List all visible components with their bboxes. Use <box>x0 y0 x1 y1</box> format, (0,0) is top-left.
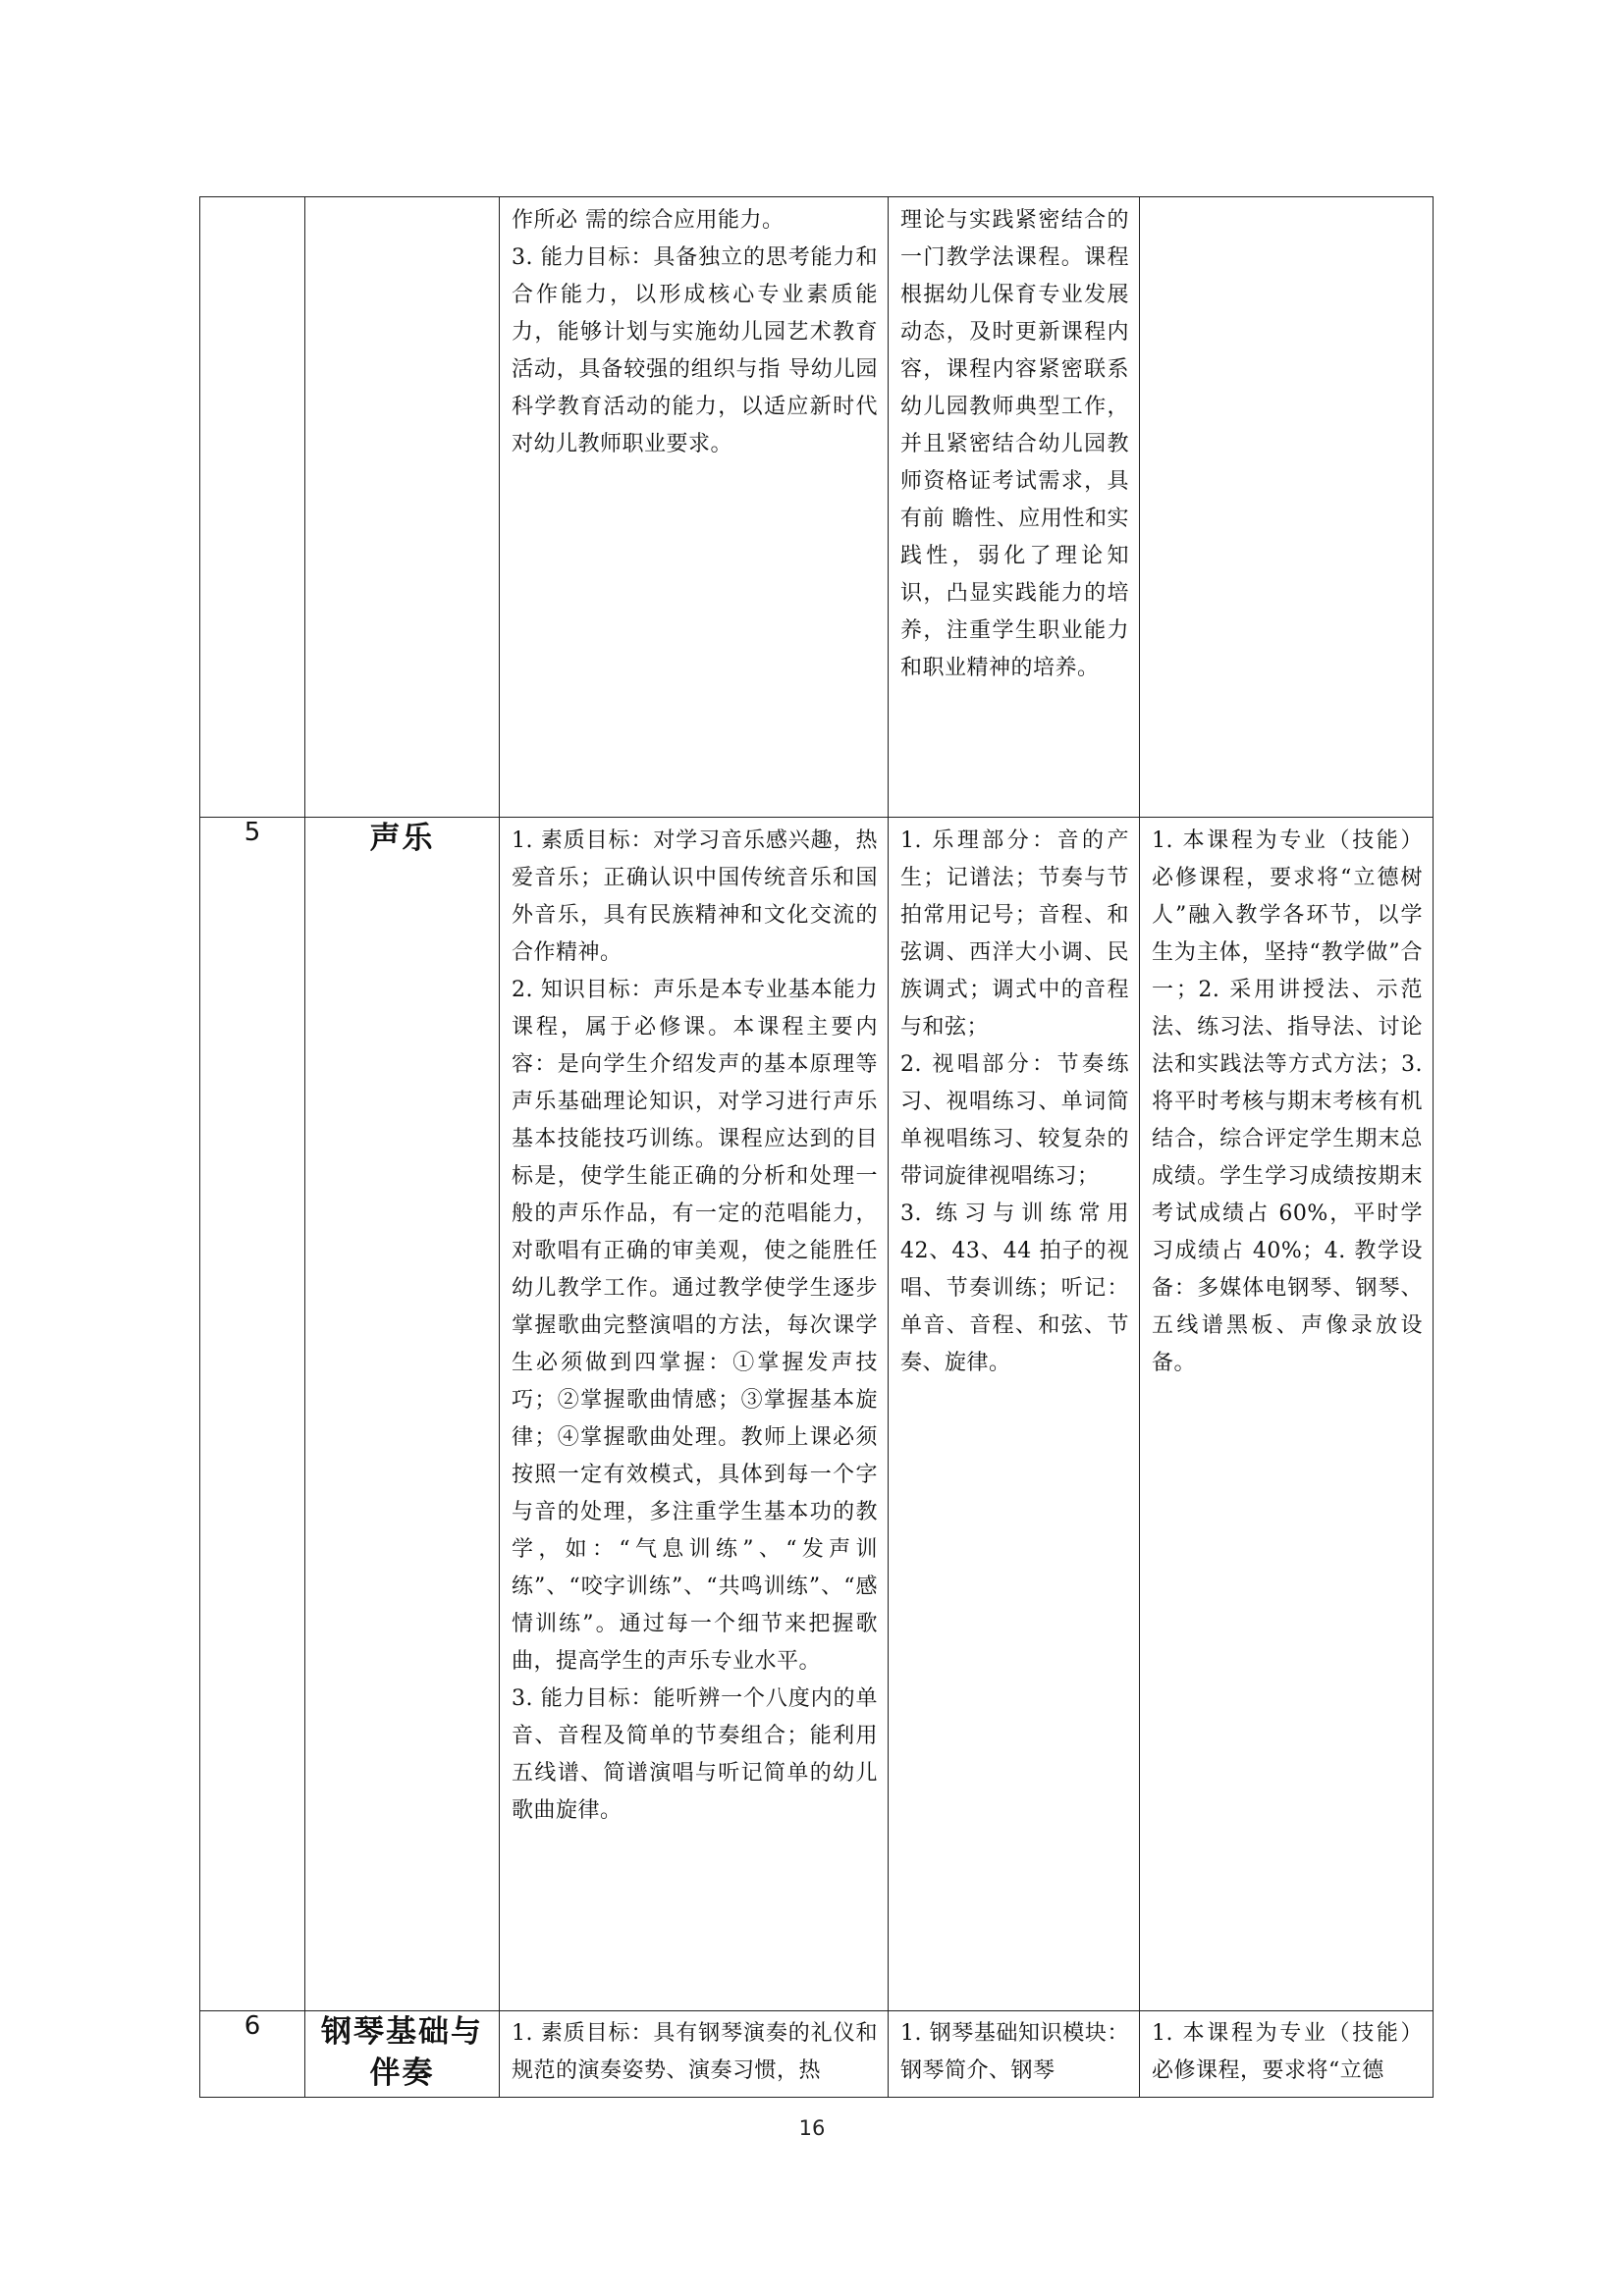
course-number-cell <box>200 197 305 818</box>
course-name-cell: 钢琴基础与伴奏 <box>305 2011 500 2098</box>
course-number-cell: 6 <box>200 2011 305 2098</box>
course-name-cell <box>305 197 500 818</box>
content-paragraph: 1. 乐理部分：音的产生；记谱法；节奏与节拍常用记号；音程、和弦调、西洋大小调、民族调式；调式中的音程与和弦； <box>900 828 1129 1040</box>
course-goals-cell <box>500 818 889 2011</box>
course-goals-cell <box>500 197 889 818</box>
page-number: 16 <box>798 2116 826 2140</box>
goal-paragraph: 2. 知识目标：声乐是本专业基本能力课程，属于必修课。本课程主要内容：是向学生介绍发声的基本原理等声乐基础理论知识，对学习进行声乐基本技能技巧训练。课程应达到的目标是，使学生能正确的分析和处理一般的声乐作品，有一定的范唱能力，对歌唱有正确的审美观，使之能胜任幼儿教学工作。通过教学使学生逐步掌握歌曲完整演唱的方法，每次课学生必须做到四掌握：①掌握发声技巧；②掌握歌曲情感；③掌握基本旋律；④掌握歌曲处理。教师上课必须按照一定有效模式，具体到每一个字与音的处理，多注重学生基本功的教学，如：“气息训练”、“发声训练”、“咬字训练”、“共鸣训练”、“感情训练”。通过每一个细节来把握歌曲，提高学生的声乐专业水平。 <box>512 978 878 1674</box>
course-number-cell: 5 <box>200 818 305 2011</box>
table-row <box>200 197 1434 818</box>
content-paragraph: 1. 钢琴基础知识模块：钢琴简介、钢琴 <box>900 2021 1129 2083</box>
content-paragraph: 2. 视唱部分：节奏练习、视唱练习、单词简单视唱练习、较复杂的带词旋律视唱练习； <box>900 1052 1129 1189</box>
course-content-cell <box>889 818 1140 2011</box>
goal-paragraph: 3. 能力目标：能听辨一个八度内的单音、音程及简单的节奏组合；能利用五线谱、简谱演唱与听记简单的幼儿歌曲旋律。 <box>512 1686 878 1823</box>
course-requirements-cell <box>1140 818 1434 2011</box>
goal-paragraph: 作所必 需的综合应用能力。 <box>512 208 785 233</box>
course-content-cell <box>889 197 1140 818</box>
goal-paragraph: 1. 素质目标：具有钢琴演奏的礼仪和规范的演奏姿势、演奏习惯，热 <box>512 2021 878 2083</box>
table-row <box>200 2011 1434 2098</box>
content-paragraph: 3. 练习与训练常用42、43、44 拍子的视唱、节奏训练；听记：单音、音程、和弦、节奏、旋律。 <box>900 1201 1129 1375</box>
course-name-cell: 声乐 <box>305 818 500 2011</box>
requirement-paragraph: 1. 本课程为专业（技能）必修课程，要求将“立德 <box>1152 2021 1423 2083</box>
course-requirements-cell <box>1140 2011 1434 2098</box>
goal-paragraph: 3. 能力目标：具备独立的思考能力和合作能力，以形成核心专业素质能力，能够计划与实施幼儿园艺术教育活动，具备较强的组织与指 导幼儿园科学教育活动的能力，以适应新时代对幼儿教师职业要求。 <box>512 245 878 456</box>
course-goals-cell <box>500 2011 889 2098</box>
course-requirements-cell <box>1140 197 1434 818</box>
course-content-cell <box>889 2011 1140 2098</box>
requirement-paragraph: 1. 本课程为专业（技能）必修课程，要求将“立德树人”融入教学各环节，以学生为主体，坚持“教学做”合一；2. 采用讲授法、示范法、练习法、指导法、讨论法和实践法等方式方法；3. 将平时考核与期末考核有机结合，综合评定学生期末总成绩。学生学习成绩按期末考试成绩占 60%，平时学习成绩占 40%；4. 教学设备：多媒体电钢琴、钢琴、五线谱黑板、声像录放设备。 <box>1152 828 1423 1375</box>
goal-paragraph: 1. 素质目标：对学习音乐感兴趣，热爱音乐；正确认识中国传统音乐和国外音乐，具有民族精神和文化交流的合作精神。 <box>512 828 878 965</box>
course-table <box>199 196 1434 2098</box>
content-paragraph: 理论与实践紧密结合的一门教学法课程。课程根据幼儿保育专业发展动态，及时更新课程内容，课程内容紧密联系幼儿园教师典型工作，并且紧密结合幼儿园教师资格证考试需求，具有前 瞻性、应用性和实践性，弱化了理论知识，凸显实践能力的培养，注重学生职业能力和职业精神的培养。 <box>900 208 1129 680</box>
table-row <box>200 818 1434 2011</box>
